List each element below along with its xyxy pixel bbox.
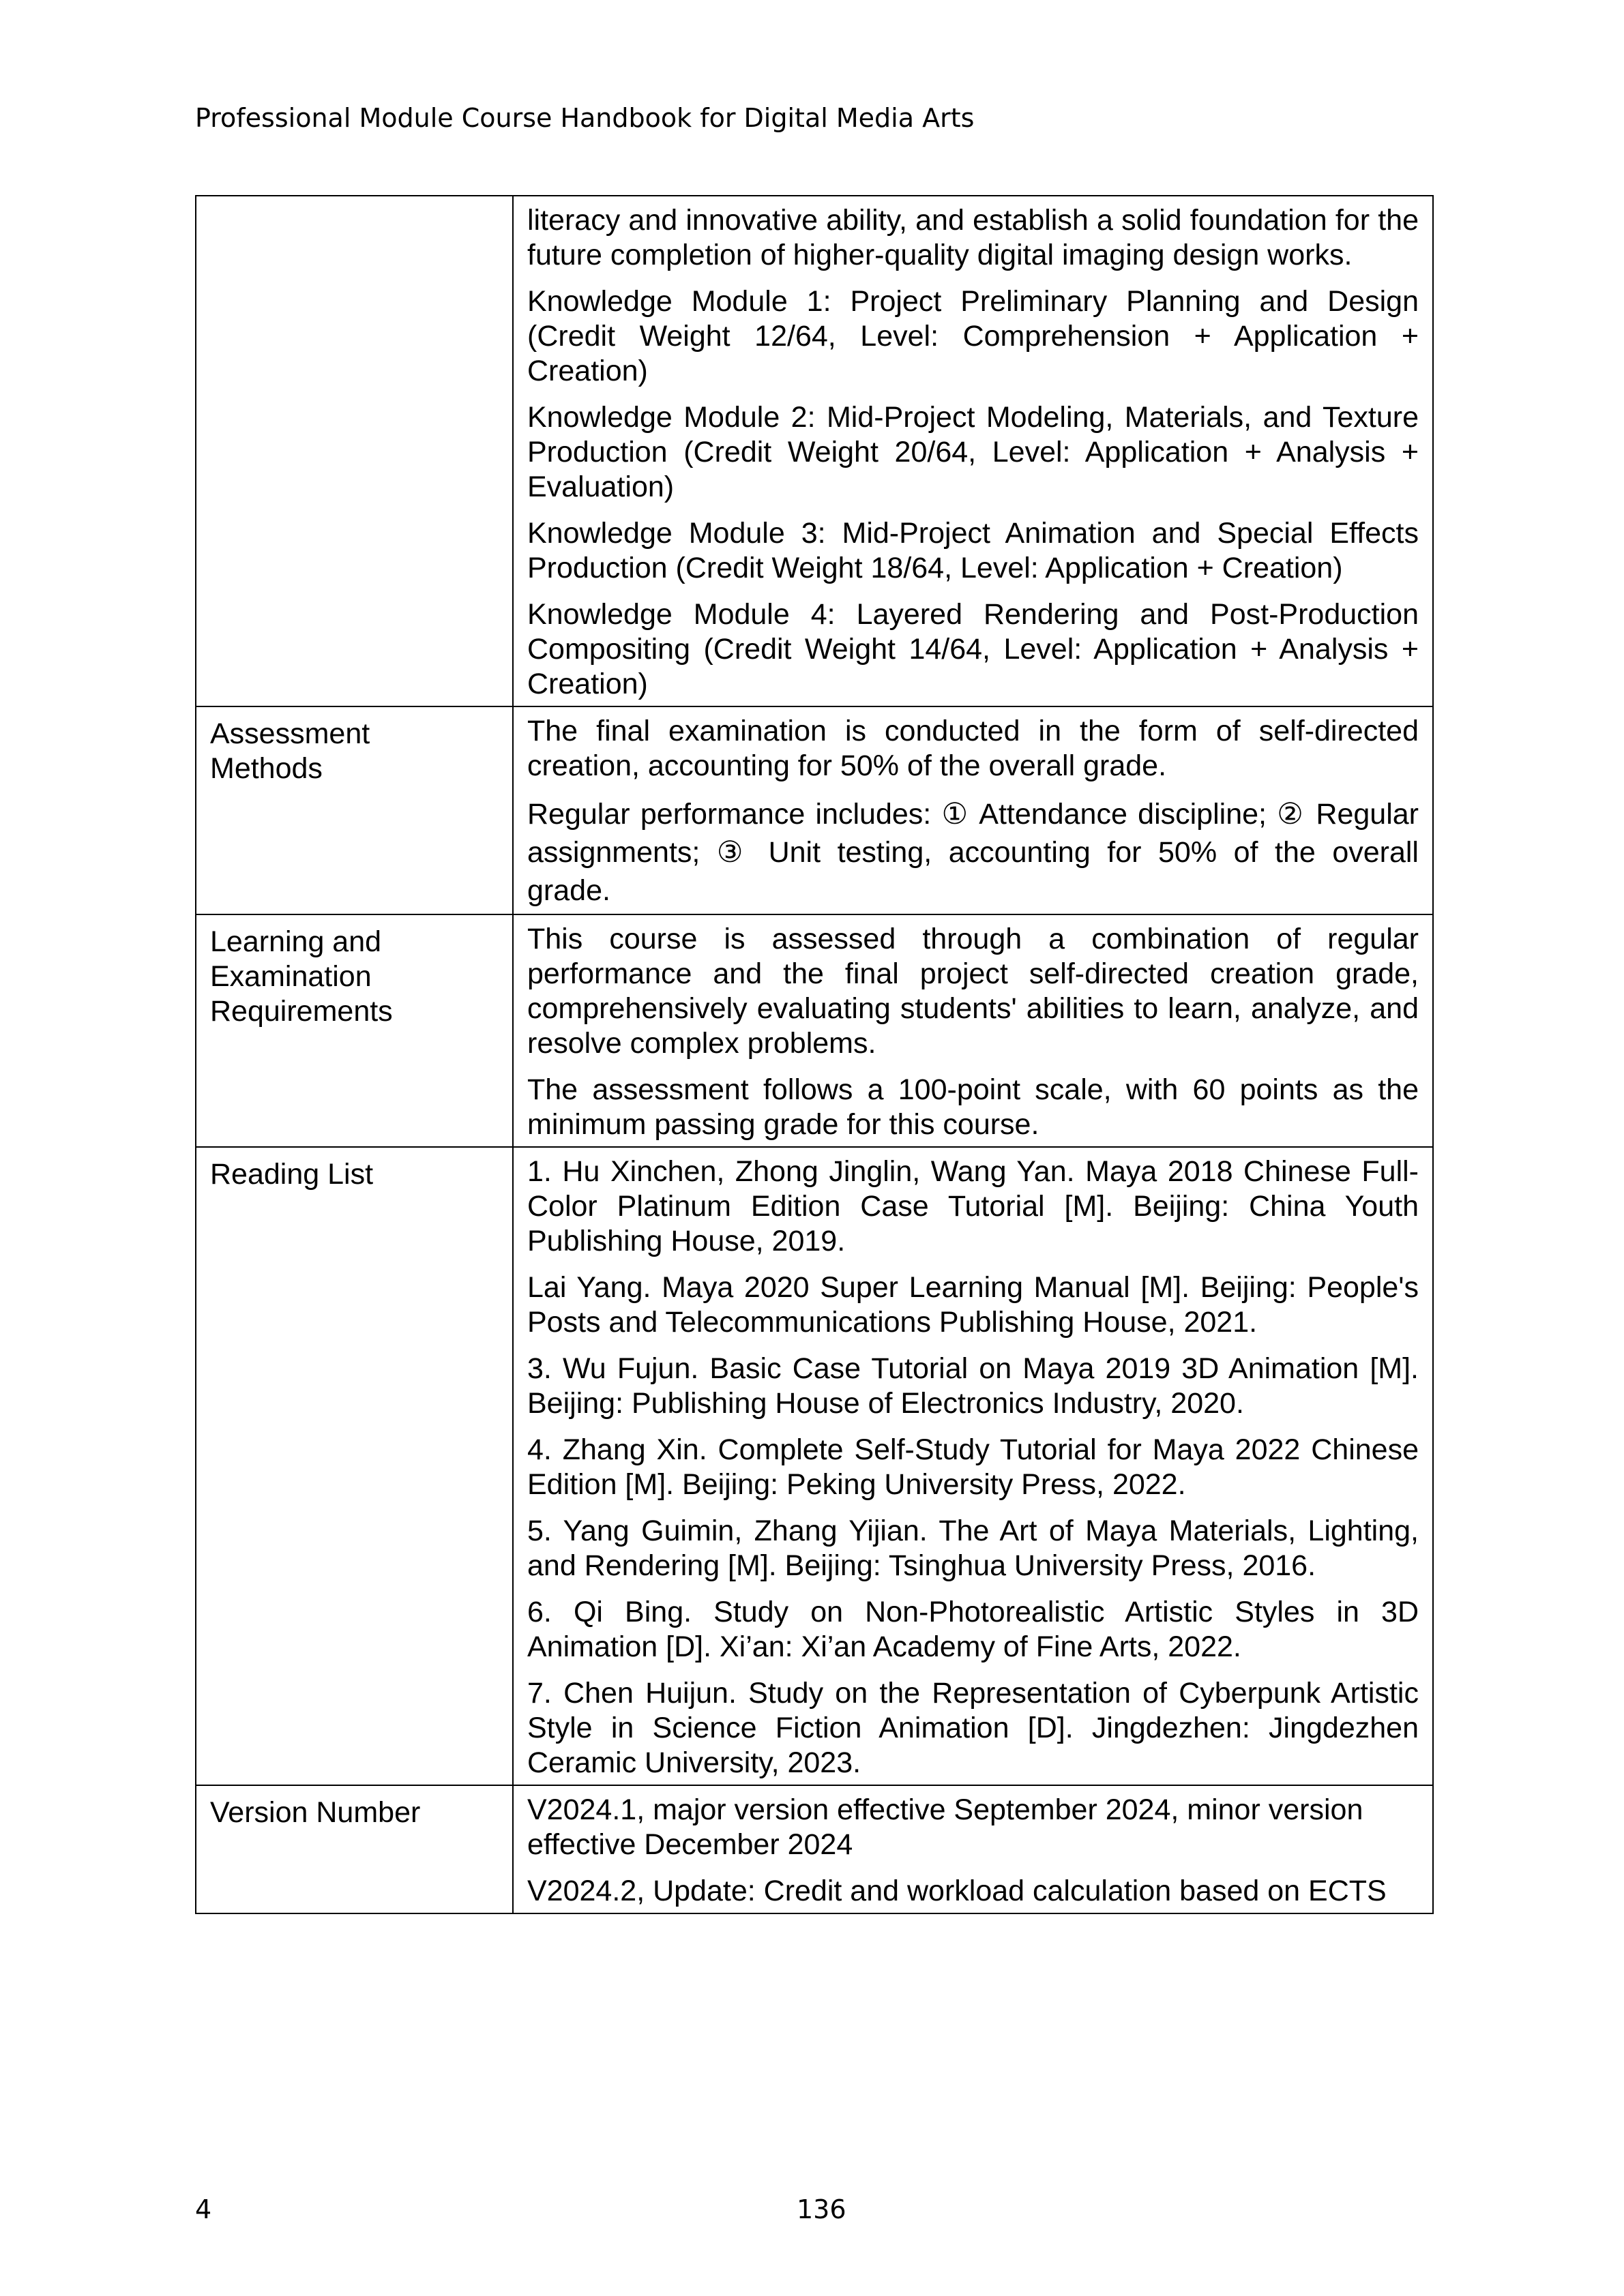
- page-number: 136: [797, 2194, 846, 2224]
- label-line: Learning and: [210, 925, 382, 958]
- row-label-version-number: [196, 1785, 513, 1913]
- reading-list-item: 4. Zhang Xin. Complete Self-Study Tutorial for Maya 2022 Chinese Edition [M]. Beijing: Peking University Press, 2022.: [527, 1433, 1419, 1501]
- course-handbook-table: [195, 195, 1434, 1914]
- reading-list-item: 7. Chen Huijun. Study on the Representation of Cyberpunk Artistic Style in Science Fiction Animation [D]. Jingdezhen: Jingdezhen Ceramic University, 2023.: [527, 1677, 1419, 1779]
- label-line: Examination: [210, 960, 372, 993]
- knowledge-module-1: Knowledge Module 1: Project Preliminary Planning and Design (Credit Weight 12/64, Level: Comprehension + Application + Creation): [527, 285, 1419, 387]
- table-row-version-number: [196, 1785, 1433, 1913]
- reading-list-item: 6. Qi Bing. Study on Non-Photorealistic Artistic Styles in 3D Animation [D]. Xi’an: Xi’an Academy of Fine Arts, 2022.: [527, 1596, 1419, 1663]
- row-label-assessment-methods: [196, 706, 513, 914]
- reading-list-item: 3. Wu Fujun. Basic Case Tutorial on Maya 2019 3D Animation [M]. Beijing: Publishing House of Electronics Industry, 2020.: [527, 1352, 1419, 1420]
- row-content-reading-list: [513, 1147, 1433, 1785]
- row-content-continuation: [513, 196, 1433, 706]
- row-content-version-number: [513, 1785, 1433, 1913]
- knowledge-module-3: Knowledge Module 3: Mid-Project Animation and Special Effects Production (Credit Weight 18/64, Level: Application + Creation): [527, 517, 1419, 584]
- reading-list-item: Lai Yang. Maya 2020 Super Learning Manual [M]. Beijing: People's Posts and Telecommunications Publishing House, 2021.: [527, 1271, 1419, 1339]
- label-line: Reading List: [210, 1158, 374, 1191]
- label-line: Requirements: [210, 995, 393, 1028]
- knowledge-module-2: Knowledge Module 2: Mid-Project Modeling, Materials, and Texture Production (Credit Weight 20/64, Level: Application + Analysis + Evaluation): [527, 401, 1419, 503]
- reading-list-item: 1. Hu Xinchen, Zhong Jinglin, Wang Yan. Maya 2018 Chinese Full-Color Platinum Edition Case Tutorial [M]. Beijing: China Youth Publishing House, 2019.: [527, 1155, 1419, 1257]
- row-label-empty: [196, 196, 513, 706]
- label-line: Version Number: [210, 1796, 421, 1829]
- table-row-assessment-methods: [196, 706, 1433, 914]
- version-entry: V2024.2, Update: Credit and workload calculation based on ECTS: [527, 1875, 1387, 1907]
- content-paragraph: The assessment follows a 100-point scale, with 60 points as the minimum passing grade for this course.: [527, 1073, 1419, 1141]
- row-label-learning-requirements: [196, 914, 513, 1147]
- reading-list-item: 5. Yang Guimin, Zhang Yijian. The Art of Maya Materials, Lighting, and Rendering [M]. Beijing: Tsinghua University Press, 2016.: [527, 1515, 1419, 1582]
- table-row-continuation: [196, 196, 1433, 706]
- row-content-assessment-methods: [513, 706, 1433, 914]
- table-row-reading-list: [196, 1147, 1433, 1785]
- content-paragraph: literacy and innovative ability, and establish a solid foundation for the future completion of higher-quality digital imaging design works.: [527, 204, 1419, 271]
- label-line: Assessment: [210, 717, 370, 750]
- table-row-learning-requirements: [196, 914, 1433, 1147]
- footer-left-number: 4: [195, 2194, 212, 2224]
- page-header: Professional Module Course Handbook for Digital Media Arts: [195, 103, 975, 133]
- content-paragraph: The final examination is conducted in the form of self-directed creation, accounting for 50% of the overall grade.: [527, 715, 1419, 782]
- content-paragraph: This course is assessed through a combination of regular performance and the final project self-directed creation grade, comprehensively evaluating students' abilities to learn, analyze, and resolve complex problems.: [527, 923, 1419, 1060]
- version-entry: V2024.1, major version effective September 2024, minor version effective December 2024: [527, 1793, 1363, 1861]
- label-line: Methods: [210, 752, 323, 785]
- row-content-learning-requirements: [513, 914, 1433, 1147]
- content-paragraph: Regular performance includes: ① Attendance discipline; ② Regular assignments; ③ Unit testing, accounting for 50% of the overall grade.: [527, 798, 1419, 907]
- row-label-reading-list: [196, 1147, 513, 1785]
- knowledge-module-4: Knowledge Module 4: Layered Rendering and Post-Production Compositing (Credit Weight 14/64, Level: Application + Analysis + Creation): [527, 598, 1419, 700]
